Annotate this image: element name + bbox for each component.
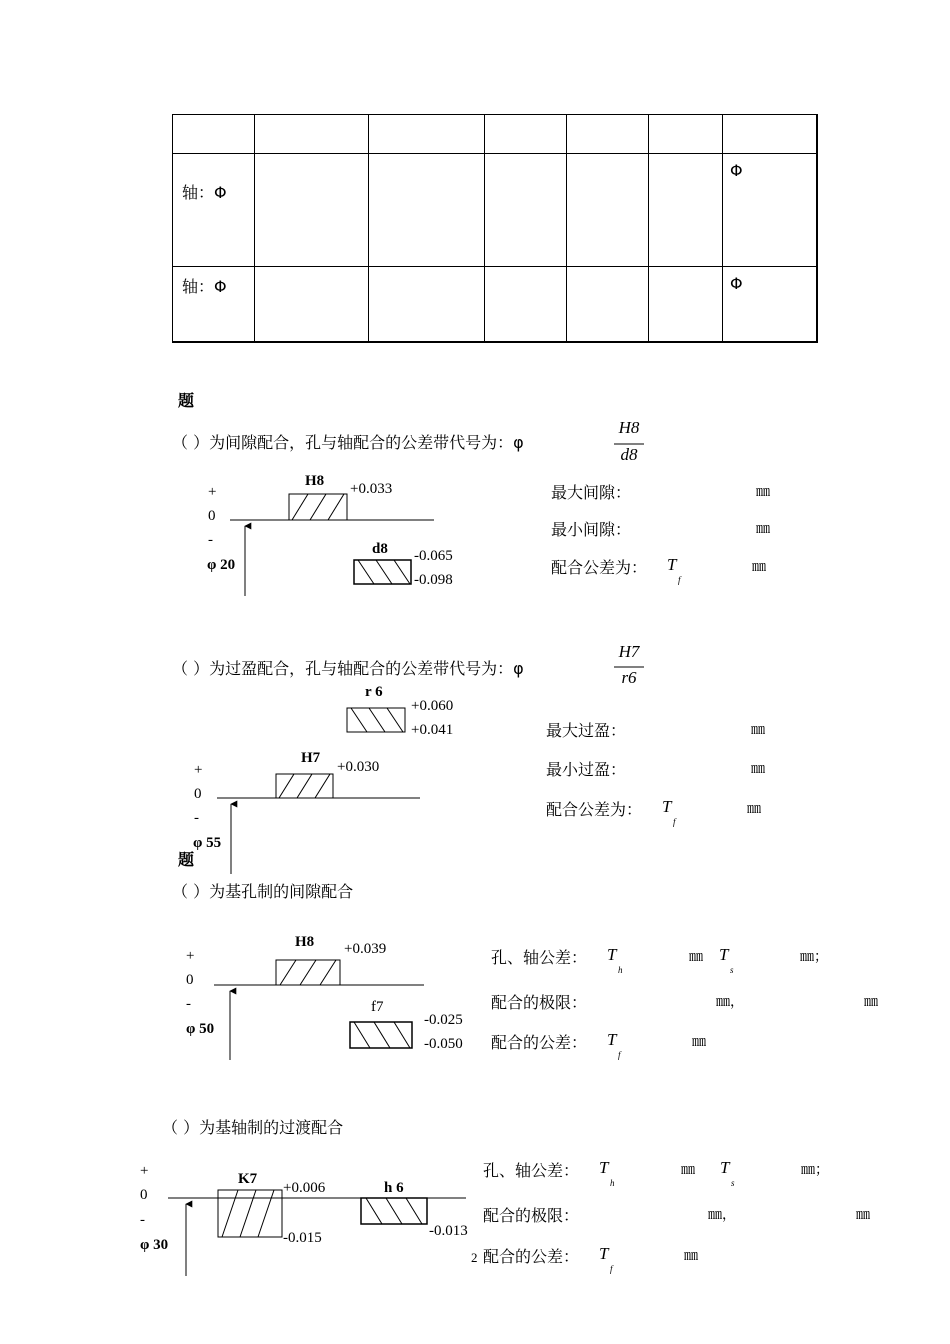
symbol-subscript: h bbox=[618, 965, 623, 975]
section-heading: 题 bbox=[178, 850, 195, 869]
plus-sign: + bbox=[140, 1163, 149, 1179]
result-label: 配合的极限： bbox=[491, 993, 588, 1012]
shaft-label: r 6 bbox=[365, 684, 383, 700]
result-label: 孔、轴公差： bbox=[483, 1161, 580, 1180]
result-label: 配合公差为： bbox=[551, 558, 648, 577]
question-text: （ ）为过盈配合，孔与轴配合的公差带代号为：φ bbox=[172, 659, 524, 678]
result-label: 最小间隙： bbox=[551, 520, 632, 539]
table-cell: Φ bbox=[730, 161, 743, 180]
symbol-subscript: h bbox=[610, 1178, 615, 1188]
symbol-T: T bbox=[719, 945, 729, 964]
symbol-subscript: s bbox=[730, 965, 734, 975]
hole-upper-deviation: +0.039 bbox=[344, 941, 387, 957]
hatch bbox=[279, 774, 330, 798]
hatch bbox=[280, 960, 336, 985]
result-label: 配合的公差： bbox=[483, 1247, 580, 1266]
hole-label: H7 bbox=[301, 750, 321, 766]
question-text: （ ）为基孔制的间隙配合 bbox=[172, 882, 354, 901]
fraction-numerator: H8 bbox=[618, 418, 640, 437]
unit: ㎜ bbox=[747, 802, 761, 817]
diagram-phi55 bbox=[217, 708, 420, 874]
unit: ㎜ bbox=[864, 995, 878, 1010]
shaft-label: f7 bbox=[371, 999, 384, 1015]
hole-upper-deviation: +0.006 bbox=[283, 1180, 326, 1196]
diagram-phi50 bbox=[214, 960, 424, 1060]
unit: ㎜ bbox=[756, 485, 770, 500]
symbol-T: T bbox=[667, 555, 677, 574]
fraction-denominator: d8 bbox=[620, 445, 638, 464]
result-label: 配合的极限： bbox=[483, 1206, 580, 1225]
zero-label: 0 bbox=[208, 508, 216, 524]
section-heading: 题 bbox=[178, 391, 195, 410]
plus-sign: + bbox=[186, 948, 195, 964]
hole-lower-deviation: -0.015 bbox=[283, 1230, 322, 1246]
minus-sign: - bbox=[186, 996, 191, 1012]
hole-upper-deviation: +0.033 bbox=[350, 481, 393, 497]
hatch bbox=[222, 1190, 274, 1237]
result-label: 孔、轴公差： bbox=[491, 948, 588, 967]
symbol-T: T bbox=[607, 945, 617, 964]
symbol-T: T bbox=[662, 797, 672, 816]
result-label: 最大间隙： bbox=[551, 483, 632, 502]
shaft-lower-deviation: -0.098 bbox=[414, 572, 453, 588]
unit: ㎜； bbox=[800, 950, 828, 965]
zero-label: 0 bbox=[194, 786, 202, 802]
question-text: （ ）为间隙配合，孔与轴配合的公差带代号为：φ bbox=[172, 433, 524, 452]
result-label: 最大过盈： bbox=[546, 721, 627, 740]
shaft-upper-deviation: +0.060 bbox=[411, 698, 454, 714]
plus-sign: + bbox=[194, 762, 203, 778]
diagram-phi20 bbox=[230, 494, 434, 596]
result-label: 最小过盈： bbox=[546, 760, 627, 779]
result-label: 配合公差为： bbox=[546, 800, 643, 819]
unit: ㎜ bbox=[681, 1163, 695, 1178]
shaft-label: h 6 bbox=[384, 1180, 404, 1196]
unit: ㎜ bbox=[684, 1249, 698, 1264]
fraction-numerator: H7 bbox=[618, 642, 640, 661]
hatch bbox=[354, 1022, 410, 1048]
hole-label: H8 bbox=[295, 934, 315, 950]
symbol-T: T bbox=[607, 1030, 617, 1049]
symbol-T: T bbox=[599, 1158, 609, 1177]
unit: ㎜， bbox=[716, 995, 744, 1010]
table-cell: 轴：Φ bbox=[182, 277, 227, 296]
symbol-subscript: f bbox=[678, 575, 681, 585]
plus-sign: + bbox=[208, 484, 217, 500]
shaft-zone bbox=[350, 1022, 412, 1048]
unit: ㎜ bbox=[751, 723, 765, 738]
hatch bbox=[366, 1198, 422, 1224]
hole-label: K7 bbox=[238, 1171, 258, 1187]
result-label: 配合的公差： bbox=[491, 1033, 588, 1052]
shaft-upper-deviation: -0.025 bbox=[424, 1012, 463, 1028]
basic-size: φ 55 bbox=[193, 835, 222, 851]
hatch bbox=[351, 708, 403, 732]
shaft-upper-deviation: -0.065 bbox=[414, 548, 453, 564]
symbol-subscript: f bbox=[610, 1264, 613, 1274]
zero-label: 0 bbox=[186, 972, 194, 988]
unit: ㎜， bbox=[708, 1208, 736, 1223]
table-cell: Φ bbox=[730, 274, 743, 293]
unit: ㎜ bbox=[751, 762, 765, 777]
question-text: （ ）为基轴制的过渡配合 bbox=[162, 1118, 344, 1137]
unit: ㎜ bbox=[856, 1208, 870, 1223]
shaft-lower-deviation: +0.041 bbox=[411, 722, 454, 738]
unit: ㎜ bbox=[756, 522, 770, 537]
shaft-lower-deviation: -0.013 bbox=[429, 1223, 468, 1239]
symbol-subscript: f bbox=[618, 1050, 621, 1060]
hole-zone bbox=[218, 1190, 282, 1237]
basic-size: φ 50 bbox=[186, 1021, 215, 1037]
minus-sign: - bbox=[140, 1212, 145, 1228]
fraction-denominator: r6 bbox=[621, 668, 637, 687]
shaft-label: d8 bbox=[372, 541, 388, 557]
symbol-T: T bbox=[599, 1244, 609, 1263]
basic-size: φ 30 bbox=[140, 1237, 169, 1253]
minus-sign: - bbox=[208, 532, 213, 548]
hatch bbox=[358, 560, 410, 584]
hatch bbox=[292, 494, 344, 520]
symbol-subscript: f bbox=[673, 817, 676, 827]
hole-label: H8 bbox=[305, 473, 325, 489]
unit: ㎜； bbox=[801, 1163, 829, 1178]
table-cell: 轴：Φ bbox=[182, 183, 227, 202]
shaft-lower-deviation: -0.050 bbox=[424, 1036, 463, 1052]
page-number: 2 bbox=[471, 1250, 478, 1265]
unit: ㎜ bbox=[752, 560, 766, 575]
zero-label: 0 bbox=[140, 1187, 148, 1203]
unit: ㎜ bbox=[692, 1035, 706, 1050]
shaft-zone bbox=[347, 708, 405, 732]
symbol-T: T bbox=[720, 1158, 730, 1177]
unit: ㎜ bbox=[689, 950, 703, 965]
basic-size: φ 20 bbox=[207, 557, 236, 573]
minus-sign: - bbox=[194, 810, 199, 826]
hole-upper-deviation: +0.030 bbox=[337, 759, 380, 775]
symbol-subscript: s bbox=[731, 1178, 735, 1188]
